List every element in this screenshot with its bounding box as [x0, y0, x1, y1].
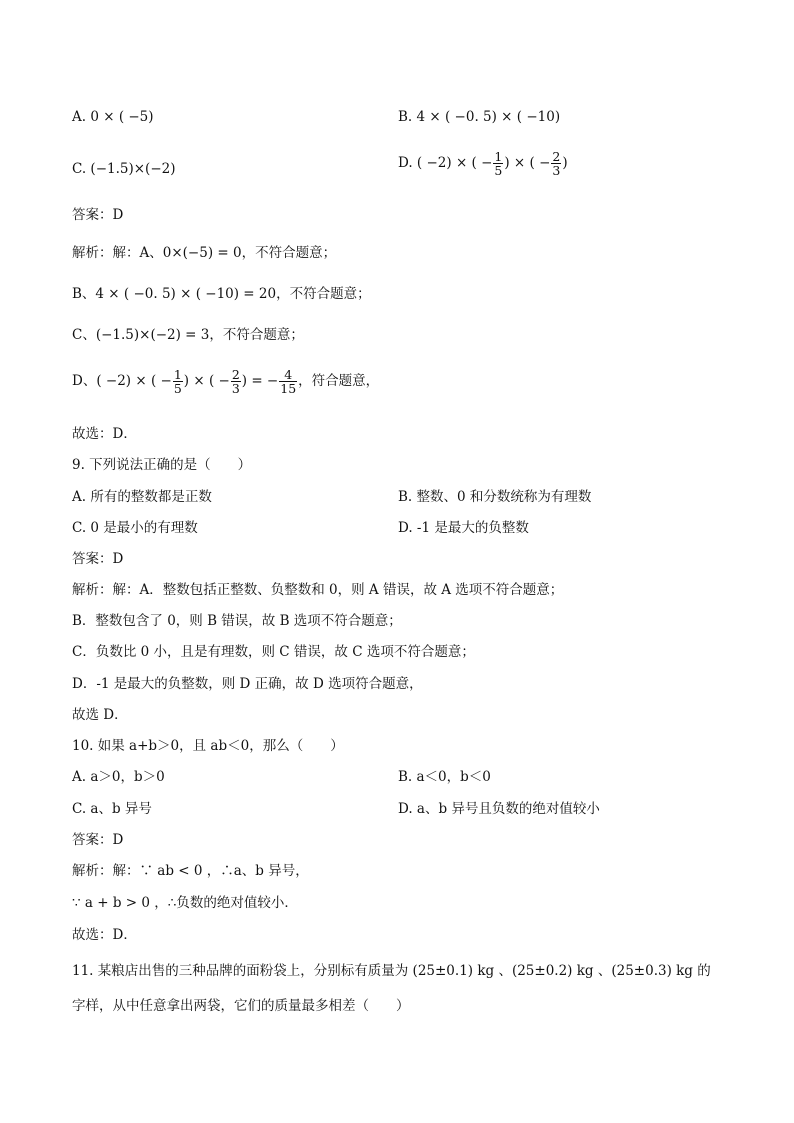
q9-option-b: B. 整数、0 和分数统称为有理数	[398, 489, 592, 505]
q8-analysis-3: C、(−1.5)×(−2) = 3，不符合题意；	[72, 327, 304, 343]
q10-analysis-2: ∵ a + b > 0 ，∴负数的绝对值较小．	[72, 895, 298, 911]
q8-analysis-2: B、4 × ( −0. 5) × ( −10) = 20，不符合题意；	[72, 286, 371, 302]
denominator: 5	[173, 381, 182, 396]
q8-analysis-4-mid: ) × ( −	[183, 373, 230, 389]
numerator: 2	[552, 149, 561, 164]
q11-question-line-2: 字样，从中任意拿出两袋，它们的质量最多相差（ ）	[72, 998, 410, 1014]
denominator: 5	[494, 163, 503, 178]
q8-option-d-prefix: D. ( −2) × ( −	[398, 155, 493, 171]
q8-analysis-4-eq: ) = −	[241, 373, 279, 389]
q8-analysis-1: 解析：解：A、0×(−5) = 0，不符合题意；	[72, 245, 337, 261]
q8-answer: 答案：D	[72, 207, 124, 223]
q8-option-b: B. 4 × ( −0. 5) × ( −10)	[398, 109, 561, 125]
denominator: 3	[231, 381, 240, 396]
numerator: 2	[231, 367, 240, 382]
q10-question: 10. 如果 a+b＞0，且 ab＜0，那么（ ）	[72, 738, 344, 754]
q10-option-b: B. a＜0，b＜0	[398, 769, 491, 785]
q8-option-a: A. 0 × ( −5)	[72, 109, 154, 125]
q8-analysis-4	[72, 368, 379, 395]
q8-analysis-4-suffix: ，符合题意，	[298, 373, 380, 389]
numerator: 1	[494, 149, 503, 164]
q9-option-d: D. -1 是最大的负整数	[398, 520, 529, 536]
q9-analysis-2: B．整数包含了 0，则 B 错误，故 B 选项不符合题意；	[72, 613, 402, 629]
q10-option-c: C. a、b 异号	[72, 801, 152, 817]
q10-answer: 答案：D	[72, 832, 124, 848]
q10-conclusion: 故选：D．	[72, 927, 137, 943]
q9-question: 9. 下列说法正确的是（ ）	[72, 457, 252, 473]
q9-answer: 答案：D	[72, 551, 124, 567]
q9-analysis-4: D．-1 是最大的负整数，则 D 正确，故 D 选项符合题意，	[72, 676, 423, 692]
q10-analysis-1: 解析：解：∵ ab < 0 ，∴a、b 异号，	[72, 863, 309, 879]
fraction	[551, 150, 561, 177]
q11-question-line-1: 11. 某粮店出售的三种品牌的面粉袋上，分别标有质量为 (25±0.1) kg 、(25±0.2) kg 、(25±0.3) kg 的	[72, 963, 711, 979]
fraction	[493, 150, 503, 177]
numerator: 1	[173, 367, 182, 382]
q8-conclusion: 故选：D．	[72, 426, 137, 442]
q9-conclusion: 故选 D．	[72, 707, 128, 723]
q9-analysis-3: C．负数比 0 小，且是有理数，则 C 错误，故 C 选项不符合题意；	[72, 644, 475, 660]
q9-option-c: C. 0 是最小的有理数	[72, 520, 198, 536]
numerator: 4	[279, 368, 297, 382]
q10-option-d: D. a、b 异号且负数的绝对值较小	[398, 801, 600, 817]
denominator: 3	[552, 163, 561, 178]
fraction	[173, 368, 183, 395]
fraction	[231, 368, 241, 395]
q8-option-d-suffix: )	[562, 155, 568, 171]
q8-option-d-mid: ) × ( −	[504, 155, 551, 171]
q8-analysis-4-prefix: D、( −2) × ( −	[72, 373, 172, 389]
q8-option-d	[398, 150, 568, 177]
fraction	[279, 368, 297, 395]
denominator: 15	[280, 381, 297, 396]
q10-option-a: A. a＞0，b＞0	[72, 769, 165, 785]
q9-analysis-1: 解析：解：A．整数包括正整数、负整数和 0，则 A 错误，故 A 选项不符合题意；	[72, 582, 564, 598]
q8-option-c: C. (−1.5)×(−2)	[72, 161, 176, 177]
q9-option-a: A. 所有的整数都是正数	[72, 489, 212, 505]
